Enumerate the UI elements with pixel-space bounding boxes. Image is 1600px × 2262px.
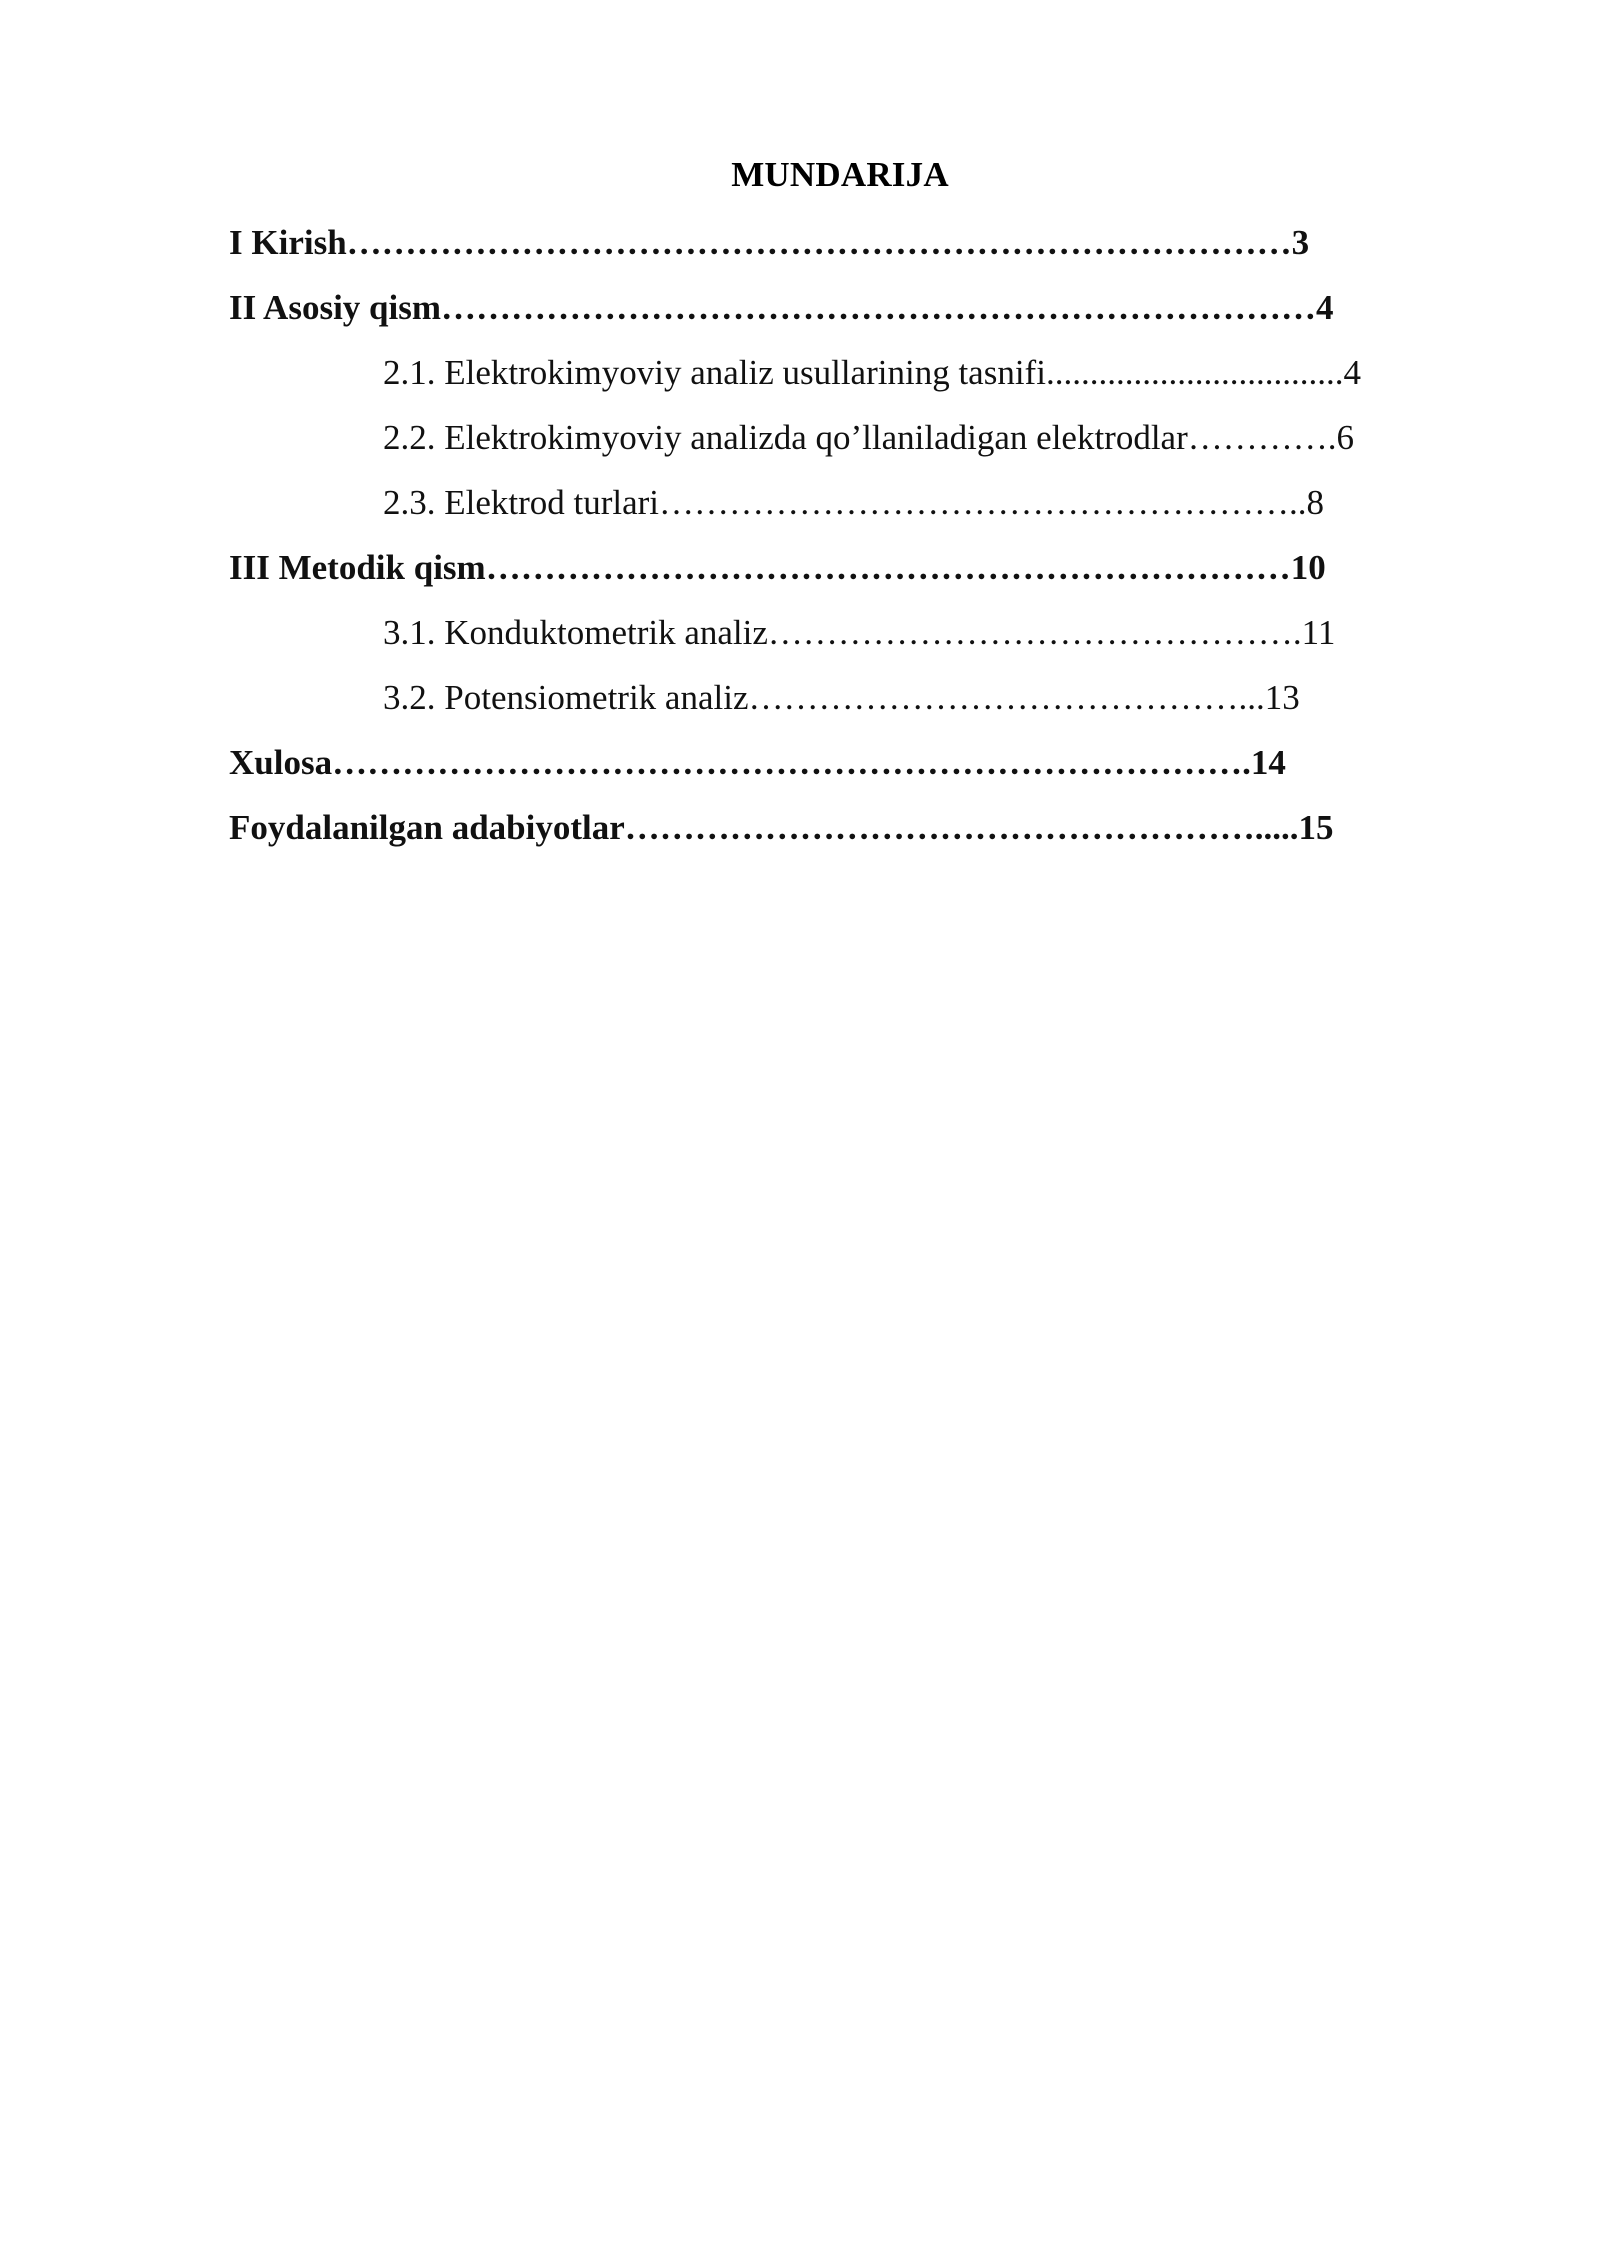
toc-entry-label: 2.1. Elektrokimyoviy analiz usullarining tasnifi	[383, 353, 1046, 392]
toc-entry-label: III Metodik qism	[229, 548, 486, 587]
toc-entry-adabiyotlar	[229, 803, 1334, 853]
toc-entry-leader: ……………………………………………….....	[624, 808, 1299, 847]
toc-entry-page: 15	[1298, 808, 1334, 847]
toc-entry-asosiy-qism	[229, 283, 1334, 333]
toc-entry-label: Foydalanilgan adabiyotlar	[229, 808, 625, 847]
toc-entry-page: 10	[1290, 548, 1326, 587]
toc-entry-label: 2.3. Elektrod turlari	[383, 483, 660, 522]
toc-entry-leader: ………………………………………………………………………	[346, 223, 1292, 262]
toc-title-text: MUNDARIJA	[731, 155, 949, 194]
toc-entry-page: 11	[1301, 613, 1336, 652]
toc-entry-page: 4	[1343, 353, 1361, 392]
toc-entry-leader: …………………………………………………………………….	[332, 743, 1251, 782]
toc-entry-page: 6	[1336, 418, 1354, 457]
toc-entry-label: 3.2. Potensiometrik analiz	[383, 678, 749, 717]
toc-entry-leader: ……………………………………...	[748, 678, 1265, 717]
toc-entry-3-2	[383, 673, 1300, 723]
toc-entry-page: 3	[1291, 223, 1310, 262]
toc-entry-2-2	[383, 413, 1354, 463]
toc-entry-page: 8	[1306, 483, 1325, 522]
toc-entry-xulosa	[229, 738, 1286, 788]
toc-entry-leader: ………………………………………………..	[659, 483, 1307, 522]
toc-entry-leader: ………….	[1187, 418, 1337, 457]
toc-title	[0, 150, 1600, 200]
toc-entry-leader: ……………………………………………………………	[485, 548, 1291, 587]
toc-entry-2-3	[383, 478, 1324, 528]
toc-entry-page: 4	[1316, 288, 1334, 327]
toc-entry-label: 2.2. Elektrokimyoviy analizda qo’llaniladigan elektrodlar	[383, 418, 1188, 457]
toc-entry-page: 14	[1250, 743, 1286, 782]
toc-entry-leader: ……………………………………….	[767, 613, 1302, 652]
toc-entry-kirish	[229, 218, 1309, 268]
toc-entry-label: II Asosiy qism	[229, 288, 442, 327]
toc-entry-2-1	[383, 348, 1361, 398]
toc-entry-label: I Kirish	[229, 223, 347, 262]
toc-entry-page: 13	[1264, 678, 1300, 717]
toc-entry-leader: …………………………………………………………………	[441, 288, 1317, 327]
toc-entry-3-1	[383, 608, 1335, 658]
toc-entry-leader: ..................................	[1045, 353, 1344, 392]
toc-entry-label: Xulosa	[229, 743, 333, 782]
toc-entry-label: 3.1. Konduktometrik analiz	[383, 613, 768, 652]
toc-entry-metodik-qism	[229, 543, 1326, 593]
